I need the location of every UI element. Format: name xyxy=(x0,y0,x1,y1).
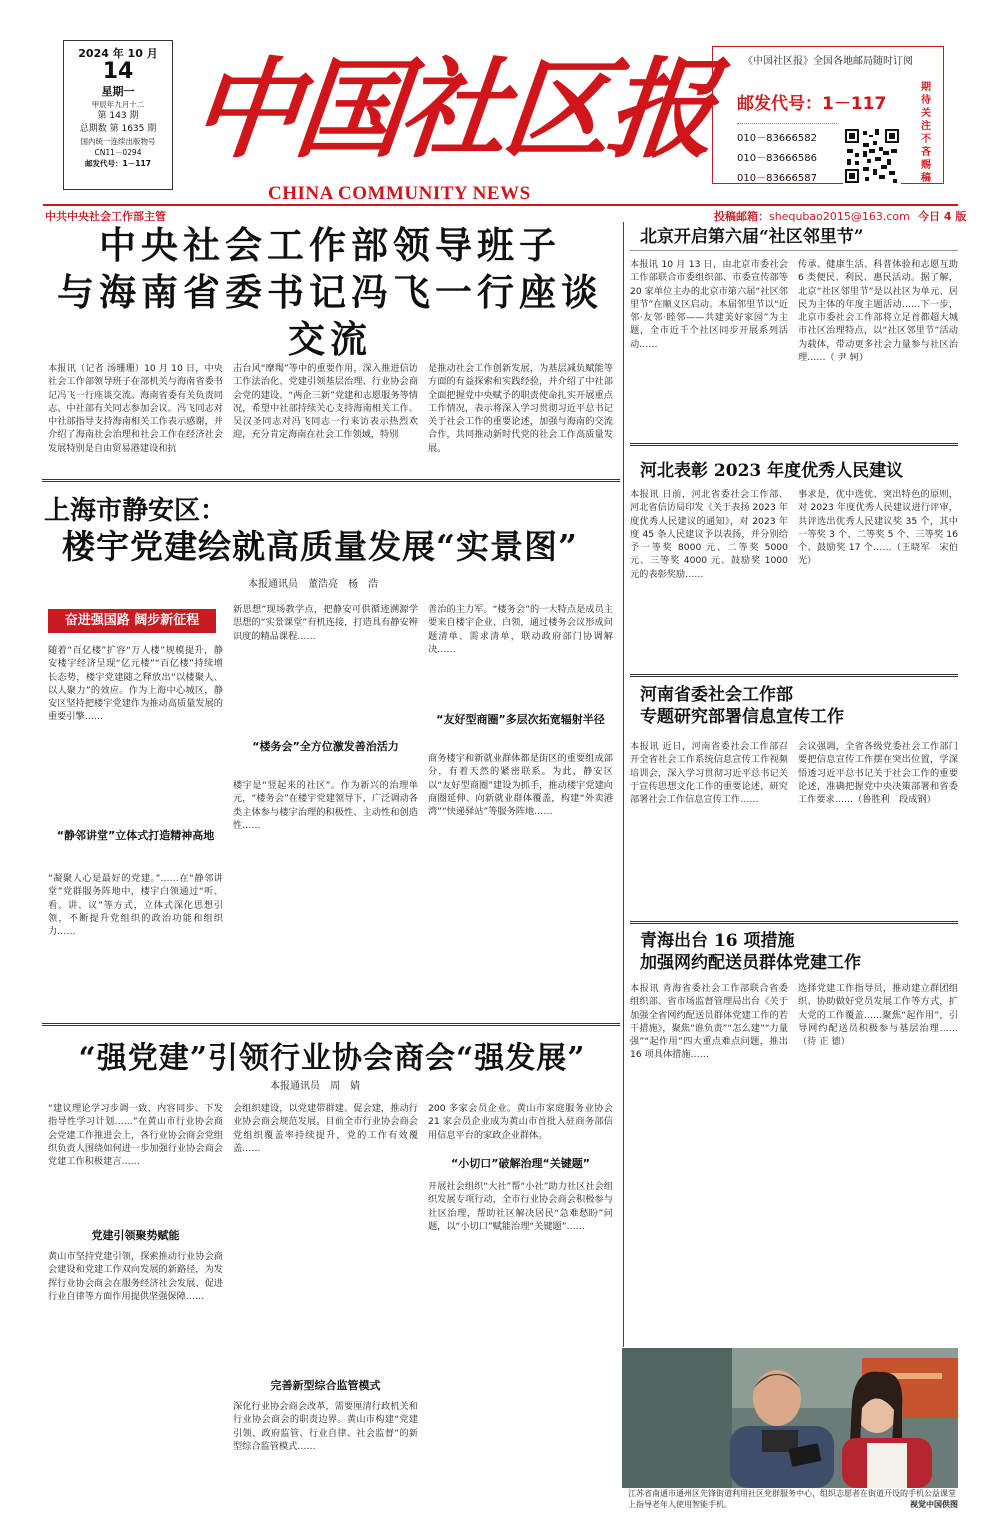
hangye-subhead-3: “小切口”破解治理“关键题” xyxy=(451,1157,590,1170)
jingan-col2-body: 楼宇是“竖起来的社区”。作为新兴的治理单元，“楼务会”在楼宇党建领导下，广泛调动各类主体参与楼宇治理的积极性、主动性和创造性…… xyxy=(233,780,418,831)
total-issue: 总期数 第 1635 期 xyxy=(79,124,157,134)
lead-col-2: 击台风“摩羯”等中的重要作用，深入推进信访工作法治化、党建引领基层治理、行业协会商会党的建设、“两企三新”党建和志愿服务等情况，希望中社部持续关心支持海南相关工作。吴汉圣同志对冯飞同志一行来访表示热烈欢迎，充分肯定海南在社会工作领域，特别 xyxy=(233,363,418,441)
hangye-headline: “强党建”引领行业协会商会“强发展” xyxy=(78,1041,586,1076)
column-divider xyxy=(623,222,624,1347)
postal-code: 邮发代号：1－117 xyxy=(737,94,887,114)
jingan-subhead-2: “楼务会”全方位激发善治活力 xyxy=(252,740,399,753)
hangye-subhead-2: 完善新型综合监管模式 xyxy=(270,1379,381,1392)
hangye-col3-intro: 200 多家会员企业。黄山市家庭服务业协会 21 家会员企业成为黄山市首批入驻商务部信用信息平台的家政企业群体。 xyxy=(428,1103,613,1141)
beijing-col-1: 本报讯 10 月 13 日，由北京市委社会工作部联合市委组织部、市委宣传部等 20 家单位主办的北京市第六届“社区邻里节”在顺义区启动。本届邻里节以“近邻·友邻·睦邻——共建美好家园”为主题，全市近千个社区同步开展系列活动…… xyxy=(630,259,788,350)
supervisor-label: 中共中央社会工作部主管 xyxy=(45,210,166,223)
jingan-subhead-1: “静邻讲堂”立体式打造精神高地 xyxy=(56,829,215,842)
subscription-box xyxy=(712,46,944,184)
email-label: 投稿邮箱： xyxy=(714,210,769,223)
lead-col-3: 是推动社会工作创新发展，为基层减负赋能等方面的有益探索和实践经验，并介绍了中社部全面把握党中央赋予的职责使命扎实开展重点工作情况，表示将深入学习贯彻习近平总书记关于社会工作的重要论述，加强与海南的交流合作，共同推动新时代党的社会工作高质量发展。 xyxy=(428,363,613,454)
news-photo xyxy=(622,1348,958,1488)
hangye-col1-intro: “建议理论学习步调一致、内容同步、下发指导性学习计划……”在黄山市行业协会商会党建工作推进会上，各行业协会商会党组织负责人围绕如何进一步加强行业协会商会党建工作积极建言…… xyxy=(48,1103,223,1168)
jingan-col3-body: 商务楼宇和新就业群体都是街区的重要组成部分，有着天然的紧密联系。为此，静安区以“友好型商圈”建设为抓手，推动楼宇党建向商圈延伸、向新就业群体覆盖，构建“外卖港湾”“快递驿站”等服务阵地…… xyxy=(428,753,613,818)
lunar-date: 甲辰年九月十二 xyxy=(91,100,145,109)
jingan-col3-intro: 善治的主力军。“楼务会”的一大特点是成员主要来自楼宇企业、白领，通过楼务会议形成问题清单、需求清单，联动政府部门协调解决…… xyxy=(428,604,613,655)
phone-1: 010－83666582 xyxy=(737,133,817,144)
logo-title-cn: 中国社区报 xyxy=(185,47,719,173)
date-box xyxy=(63,40,173,190)
rule xyxy=(630,250,958,251)
campaign-banner: 奋进强国路 阔步新征程 xyxy=(48,609,216,633)
page-count: 今日 4 版 xyxy=(918,210,967,223)
section-rule xyxy=(42,479,620,482)
qinghai-col-1: 本报讯 青海省委社会工作部联合省委组织部、省市场监督管理局出台《关于加强全省网约配送员群体党建工作的若干措施》，聚焦“谁负责”“怎么建”“力量强”“起作用”四大重点难点问题，推出 16 项具体措施…… xyxy=(630,983,788,1061)
jingan-headline-kicker: 上海市静安区： xyxy=(44,496,227,526)
email-address[interactable]: shequbao2015@163.com xyxy=(769,210,910,223)
qinghai-headline xyxy=(640,930,861,974)
section-rule xyxy=(42,1023,620,1026)
phone-2: 010－83666586 xyxy=(737,153,817,164)
henan-col-2: 会议强调，全省各级党委社会工作部门要把信息宣传工作摆在突出位置，学深悟透习近平总书记关于社会工作的重要论述，准确把握党中央决策部署和省委工作要求……（鲁胜利 段成钢） xyxy=(798,741,958,806)
hangye-subhead-1: 党建引领聚势赋能 xyxy=(91,1229,180,1242)
issue-number: 第 143 期 xyxy=(97,111,139,121)
lead-headline-line2: 与海南省委书记冯飞一行座谈交流 xyxy=(57,271,603,361)
hangye-byline: 本报通讯员 周 婧 xyxy=(270,1081,360,1092)
cn-number: CN11－0294 xyxy=(94,148,142,157)
lead-col-1: 本报讯（记者 汤珊珊）10 月 10 日，中央社会工作部领导班子在部机关与海南省委书记冯飞一行座谈交流。海南省委有关负责同志、中社部有关同志参加会议。冯飞同志对中社部指导支持海南相关工作表示感谢，并介绍了海南社会治理和社会工作在经济社会发展特别是自由贸易港建设和抗 xyxy=(48,363,223,454)
qinghai-col-2: 选择党建工作指导员，推动建立群团组织、协助做好党员发展工作等方式，扩大党的工作覆盖……聚焦“起作用”，引导网约配送员积极参与基层治理……（待 正 德） xyxy=(798,983,958,1048)
hebei-headline: 河北表彰 2023 年度优秀人民建议 xyxy=(640,461,904,481)
section-rule xyxy=(630,921,958,924)
caption-text: 江苏省南通市通州区先锋街道利用社区党群服务中心，组织志愿者在街道开设的手机公益课堂上指导老年人使用智能手机。 xyxy=(628,1489,956,1509)
beijing-headline: 北京开启第六届“社区邻里节” xyxy=(640,227,864,247)
qinghai-headline-line2: 加强网约配送员群体党建工作 xyxy=(640,953,861,973)
lead-headline xyxy=(40,222,620,363)
masthead-divider xyxy=(43,204,958,206)
section-rule xyxy=(630,443,958,446)
phone-3: 010－83666587 xyxy=(737,173,817,184)
postal-code-small: 邮发代号：1－117 xyxy=(85,159,151,168)
jingan-headline: 楼宇党建绘就高质量发展“实景图” xyxy=(62,527,578,566)
henan-headline-line1: 河南省委社会工作部 xyxy=(640,685,793,705)
newspaper-logo xyxy=(185,47,719,180)
qr-code-icon[interactable] xyxy=(843,127,901,185)
logo-title-en: CHINA COMMUNITY NEWS xyxy=(268,183,531,204)
section-rule xyxy=(630,674,958,677)
photo-caption xyxy=(628,1488,958,1510)
date-day: 14 xyxy=(102,59,134,84)
jingan-subhead-3: “友好型商圈”多层次拓宽辐射半径 xyxy=(436,713,605,726)
beijing-col-2: 传承、健康生活、科普体验和志愿互助 6 类便民、利民、惠民活动。据了解，北京“社区邻里节”是以社区为单元、居民为主体的年度主题活动……下一步，北京市委社会工作部将立足首都超大城市社区治理特点，以“社区邻里节”活动为载体，带动更多社会力量参与社区治理……（ 尹 轲） xyxy=(798,259,958,364)
hangye-col2-body: 深化行业协会商会改革，需要厘清行政机关和行业协会商会的职责边界。黄山市构建“党建引领、政府监管、行业自律、社会监督”的新型综合监管模式…… xyxy=(233,1401,418,1452)
hebei-col-1: 本报讯 日前，河北省委社会工作部、河北省信访局印发《关于表扬 2023 年度优秀人民建议的通知》，对 2023 年度 45 条人民建议予以表扬，并分别给予一等奖 8000 元、二等奖 5000 元、三等奖 4000 元、鼓励奖 1000 元的表彰奖励…… xyxy=(630,489,788,580)
vertical-slogan: 期待关注 不吝赐稿 xyxy=(921,82,931,184)
cn-number-label: 国内统一连续出版物号 xyxy=(80,137,156,146)
hangye-col2-intro: 会组织建设，以党建带群建、促会建，推动行业协会商会规范发展。目前全市行业协会商会党组织覆盖率持续提升，党的工作有效覆盖…… xyxy=(233,1103,418,1154)
hebei-col-2: 事求是，优中选优、突出特色的原则，对 2023 年度优秀人民建议进行评审，共评选出优秀人民建议奖 35 个，其中一等奖 3 个、二等奖 5 个、三等奖 16 个、鼓励奖 17 个……（王晓军 宋伯光） xyxy=(798,489,958,567)
jingan-col1-intro: 随着“百亿楼”扩容“万人楼”规模提升，静安楼宇经济呈现“亿元楼”“百亿楼”持续增长态势，楼宇党建随之释放出“以楼聚人、以人聚力”的效应。作为上海中心城区，静安区坚持把楼宇党建作为推动高质量发展的重要引擎…… xyxy=(48,645,223,723)
date-weekday: 星期一 xyxy=(101,85,135,98)
photo-credit: 视觉中国供图 xyxy=(910,1500,958,1509)
jingan-byline: 本报通讯员 董浩亮 杨 浩 xyxy=(248,579,378,590)
hangye-col1-body: 黄山市坚持党建引领，探索推动行业协会商会建设和党建工作双向发展的新路径，为发挥行业协会商会在服务经济社会发展、促进行业自律等方面作用提供坚强保障…… xyxy=(48,1251,223,1302)
henan-col-1: 本报讯 近日，河南省委社会工作部召开全省社会工作系统信息宣传工作视频培训会，深入学习贯彻习近平总书记关于宣传思想文化工作的重要论述，研究部署社会工作信息宣传工作…… xyxy=(630,741,788,806)
jingan-col1-body: “凝聚人心是最好的党建。”……在“静邻讲堂”党群服务阵地中，楼宇白领通过“听、看、讲、议”等方式，立体式深化思想引领，不断提升党组织的政治功能和组织力…… xyxy=(48,873,223,938)
date-year-month: 2024 年 10 月 xyxy=(78,47,158,60)
subscription-note: 《中国社区报》全国各地邮局随时订阅 xyxy=(743,56,913,67)
hangye-col3-body: 开展社会组织“大社”帮“小社”助力社区社会组织发展专项行动，全市行业协会商会积极参与社区治理，帮助社区解决居民“急难愁盼”问题，以“小切口”赋能治理“关键题”…… xyxy=(428,1181,613,1232)
lead-headline-line1: 中央社会工作部领导班子 xyxy=(99,224,561,267)
jingan-col2-intro: 新思想”现场教学点，把静安可供循迹溯源学思想的“实景课堂”有机连接，打造具有静安辨识度的精品课程…… xyxy=(233,604,418,642)
henan-headline xyxy=(640,684,844,728)
henan-headline-line2: 专题研究部署信息宣传工作 xyxy=(640,707,844,727)
qinghai-headline-line1: 青海出台 16 项措施 xyxy=(640,931,795,951)
